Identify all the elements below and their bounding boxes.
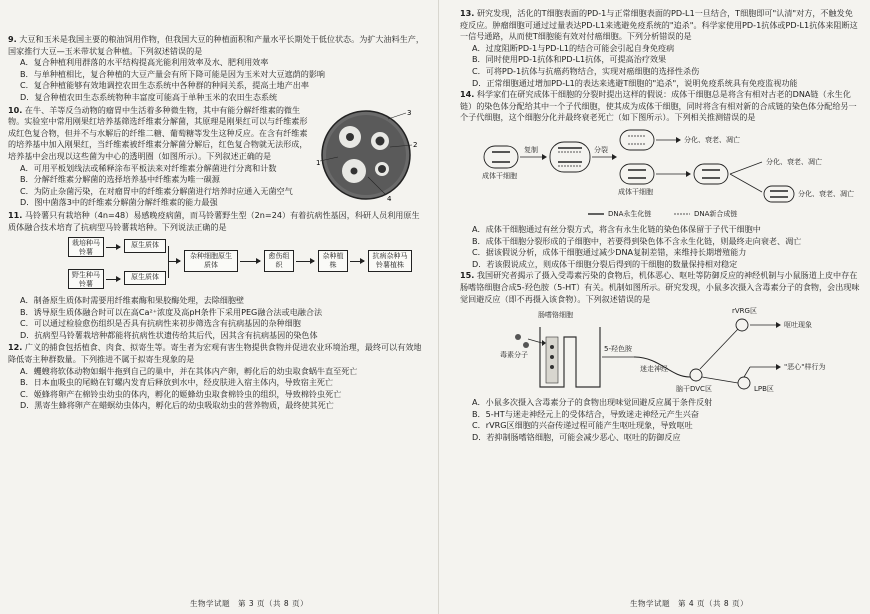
q13-option-d: D．正常细胞通过增加PD-L1的表达来逃避T细胞的"追杀"，说明免疫系统具有免疫监视功能 (472, 77, 798, 88)
flow-arrow-6 (350, 261, 364, 262)
q11-option-c: C．可以通过检验愈伤组织是否具有抗病性来初步筛选含有抗病基因的杂种细胞 (20, 318, 301, 329)
q9-option-c: C．复合种植能够有效地调控农田生态系统中各种群的种间关系，提高土地产出率 (20, 80, 309, 91)
dish-label-4: 1 (316, 158, 321, 167)
q14-option-a: A．成体干细胞通过有丝分裂方式，将含有永生化链的染色体保留于子代干细胞中 (472, 223, 761, 234)
colony-2 (376, 136, 385, 145)
q10-option-d: D．图中菌落3中的纤维素分解菌分解纤维素的能力最强 (20, 197, 218, 208)
question-12 (8, 342, 424, 412)
q14-option-b: B．成体干细胞分裂形成的子细胞中，若要得到染色体不含永生化链，则最终走向衰老、凋亡 (472, 235, 802, 246)
third-generation-cell (764, 186, 794, 202)
flow-cultivar: 栽培种马铃薯 (68, 237, 104, 257)
dish-label-2: 2 (413, 140, 418, 149)
rvrg-neuron (736, 319, 748, 331)
center-fold (438, 0, 439, 614)
flow-merge-line (168, 246, 169, 278)
lpb-neuron (738, 377, 750, 389)
label-ec-cell: 肠嗜铬细胞 (538, 311, 573, 320)
page-footer-right: 生物学试题 第 4 页（共 8 页） (630, 599, 749, 609)
colony-3 (351, 167, 358, 174)
label-branch-bottom: 分化、衰老、凋亡 (798, 189, 854, 198)
flow-fused: 杂种细胞原生质体 (184, 250, 238, 272)
flow-arrow-3 (168, 261, 180, 262)
question-12-stem: 12. 广义的捕食包括植食、肉食、拟寄生等。寄生者为宏观有害生物提供食物并促进农业环境治理，最终可以有效地降低寄主种群数量。下列推进不属于拟寄生现象的是 (8, 342, 422, 365)
q12-option-d: D．黑寄生蜂将卵产在蜡螟幼虫体内，孵化后的幼虫吸取幼虫的营养物质，最终使其死亡 (20, 400, 334, 411)
label-branch-mid: 分化、衰老、凋亡 (766, 157, 822, 166)
question-11 (8, 210, 424, 342)
question-11-stem: 11. 马铃薯只有栽培种（4n=48）易感晚疫病菌，而马铃薯野生型（2n=24）有着抗病性基因，科研人员利用原生质体融合技术培育了抗病型马铃薯栽培种。下列说法正确的是 (8, 209, 420, 232)
flow-arrow-2 (106, 279, 120, 280)
toxin-molecule (515, 334, 521, 340)
q12-option-b: B．日本血吸虫的尾蚴在钉螺内发育后释放到水中，经皮肤进入宿主体内，导致宿主死亡 (20, 377, 334, 388)
q11-option-b: B．诱导原生质体融合时可以在高Ca²⁺浓度及高pH条件下采用PEG融合法或电融合法 (20, 306, 323, 317)
q13-option-a: A．过度阻断PD-1与PD-L1的结合可能会引起自身免疫病 (472, 42, 675, 53)
daughter-stem-cell (620, 164, 654, 184)
parent-cell (484, 146, 518, 168)
question-9-stem: 9. 大豆和玉米是我国主要的粮油饲用作物，但我国大豆的种植面积和产量水平长期处于低位状态。为扩大油料生产，国家推行大豆—玉米带状复合种植。下列叙述错误的是 (8, 34, 424, 56)
q9-option-b: B．与单种植相比，复合种植的大豆产量会有所下降可能是因为玉米对大豆遮荫的影响 (20, 68, 326, 79)
daughter-cell-differentiating (620, 130, 654, 150)
q10-option-a: A．可用平板划线法或稀释涂布平板法来对纤维素分解菌进行分离和计数 (20, 162, 277, 173)
question-14-stem: 14. 科学家们在研究成体干细胞的分裂时提出这样的假说：成体干细胞总是将含有相对古老的DNA链（永生化链）的染色体分配给其中一个子代细胞，使其成为成体干细胞，同时将含有相对新的合成链的染色体分配给另一个子代细胞，这个细胞分化并最终衰老死亡（如下图所示）。下列相关推测错误的是 (460, 89, 857, 123)
flow-resistant: 抗病杂种马铃薯植株 (368, 250, 412, 272)
label-dvc: 脑干DVC区 (676, 385, 712, 394)
flow-arrow-4 (240, 261, 260, 262)
q9-option-d: D．复合种植农田生态系统物种丰富度可能高于单种玉米的农田生态系统 (20, 91, 278, 102)
q13-option-c: C．可将PD-1抗体与抗癌药物结合，实现对癌细胞的选择性杀伤 (472, 65, 700, 76)
flow-arrow-1 (106, 247, 120, 248)
label-branch-top: 分化、衰老、凋亡 (684, 135, 740, 144)
dvc-neuron (690, 369, 702, 381)
q15-option-c: C．rVRG区细胞的兴奋传递过程可能产生呕吐现象，导致呕吐 (472, 420, 693, 431)
question-13-stem: 13. 研究发现，活化的T细胞表面的PD-1与正常细胞表面的PD-L1一旦结合，T细胞即可"认清"对方，不触发免疫反应。肿瘤细胞可通过过量表达PD-L1来逃避免疫系统的"追杀"。科学家使用PD-1抗体或PD-L1抗体来阻断这一信号通路，从而使T细胞能有效对付癌细胞。下列分析错误的是 (460, 8, 858, 42)
label-adult-stem: 成体干细胞 (618, 187, 653, 196)
question-14 (460, 89, 860, 270)
second-generation-cell (694, 164, 728, 184)
enterochromaffin-cell (546, 337, 558, 383)
label-vomit: 呕吐现象 (784, 321, 812, 330)
q10-option-c: C．为防止杂菌污染，在对瘤胃中的纤维素分解菌进行培养时应通入无菌空气 (20, 185, 293, 196)
q12-option-a: A．蠼螋将软体动物如蜗牛拖到自己的巢中，并在其体内产卵，孵化后的幼虫取食蜗牛直至死亡 (20, 365, 358, 376)
flow-callus: 愈伤组织 (264, 250, 294, 272)
flow-proto-1: 原生质体 (124, 239, 166, 253)
label-nausea: "恶心"样行为 (784, 363, 826, 372)
label-lpb: LPB区 (754, 385, 774, 394)
q14-option-c: C．据该假说分析，成体干细胞通过减少DNA复制差错，来维持长期增殖能力 (472, 247, 747, 258)
label-stem-cell: 成体干细胞 (482, 171, 517, 180)
replicated-cell (550, 142, 590, 172)
question-10 (8, 105, 424, 209)
legend-new-strand: DNA新合成链 (694, 209, 738, 218)
legend-old-strand: DNA永生化链 (608, 209, 652, 218)
dish-label-1: 3 (407, 108, 412, 117)
label-replicate: 复制 (524, 145, 538, 154)
flow-plant: 杂种植株 (318, 250, 348, 272)
right-page (440, 0, 870, 614)
q14-option-d: D．若该假说成立，则成体干细胞分裂后得到的干细胞的数量保持相对稳定 (472, 258, 738, 269)
colony-4 (378, 165, 386, 173)
colony-1 (346, 133, 354, 141)
label-vagus: 迷走神经 (640, 365, 668, 374)
division-diagram-svg (480, 126, 860, 222)
question-15-stem: 15. 我国研究者揭示了摄入受毒素污染的食物后，机体恶心、呕吐等防御反应的神经机制与小鼠肠道上皮中存在肠嗜铬细胞合成5-羟色胺（5-HT）有关。机制如图所示。研究发现，小鼠多次摄入含毒素分子的食物，会出现味觉回避反应（即不再摄入该食物）。下列叙述错误的是 (460, 270, 860, 304)
q13-option-b: B．同时使用PD-1抗体和PD-L1抗体，可提高治疗效果 (472, 54, 667, 65)
label-toxin: 毒素分子 (500, 351, 528, 360)
question-13 (460, 8, 860, 89)
label-serotonin: 5-羟色胺 (604, 345, 632, 354)
q15-option-a: A．小鼠多次摄入含毒素分子的食物出现味觉回避反应属于条件反射 (472, 397, 713, 408)
q15-option-b: B．5-HT与迷走神经元上的受体结合，导致迷走神经元产生兴奋 (472, 408, 699, 419)
petri-dish-figure (316, 107, 420, 203)
dish-label-3: 4 (387, 194, 392, 203)
question-15 (460, 270, 860, 443)
question-10-stem: 10. 在牛、羊等反刍动物的瘤胃中生活着多种微生物，其中有能分解纤维素的微生物。实验室中常用刚果红培养基筛选纤维素分解菌，其原理是刚果红可以与纤维素形成红色复合物，但并不与水解后的纤维二糖、葡萄糖等发生这种反应。在含有纤维素的培养基中加入刚果红，当纤维素被纤维素分解菌分解后，红色复合物就无法形成，培养基中会出现以这些菌为中心的透明圈（如图所示）。下列叙述正确的是 (8, 104, 308, 161)
flow-arrow-5 (296, 261, 314, 262)
q11-option-a: A．制备原生质体时需要用纤维素酶和果胶酶处理，去除细胞壁 (20, 295, 245, 306)
label-rvrg: rVRG区 (732, 307, 757, 316)
q10-option-b: B．分解纤维素分解菌的选择培养基中纤维素为唯一碳源 (20, 174, 220, 185)
flow-proto-2: 原生质体 (124, 271, 166, 285)
q12-option-c: C．姬蜂将卵产在棉铃虫幼虫的体内，孵化的姬蜂幼虫取食棉铃虫的组织，导致棉铃虫死亡 (20, 388, 342, 399)
question-9 (8, 34, 424, 104)
label-divide: 分裂 (594, 145, 608, 154)
potato-fusion-flowchart (68, 235, 424, 293)
q9-option-a: A．复合种植利用群落的水平结构提高光能利用效率及水、肥利用效率 (20, 57, 269, 68)
stem-cell-division-diagram (480, 126, 860, 222)
q11-option-d: D．抗病型马铃薯栽培种都能将抗病性状遗传给其后代，因其含有抗病基因的染色体 (20, 329, 318, 340)
q15-option-d: D．若抑制肠嗜铬细胞，可能会减少恶心、呕吐的防御反应 (472, 431, 681, 442)
vomiting-mechanism-diagram (500, 307, 860, 395)
page-footer-left: 生物学试题 第 3 页（共 8 页） (190, 599, 309, 609)
flow-wild: 野生种马铃薯 (68, 269, 104, 289)
